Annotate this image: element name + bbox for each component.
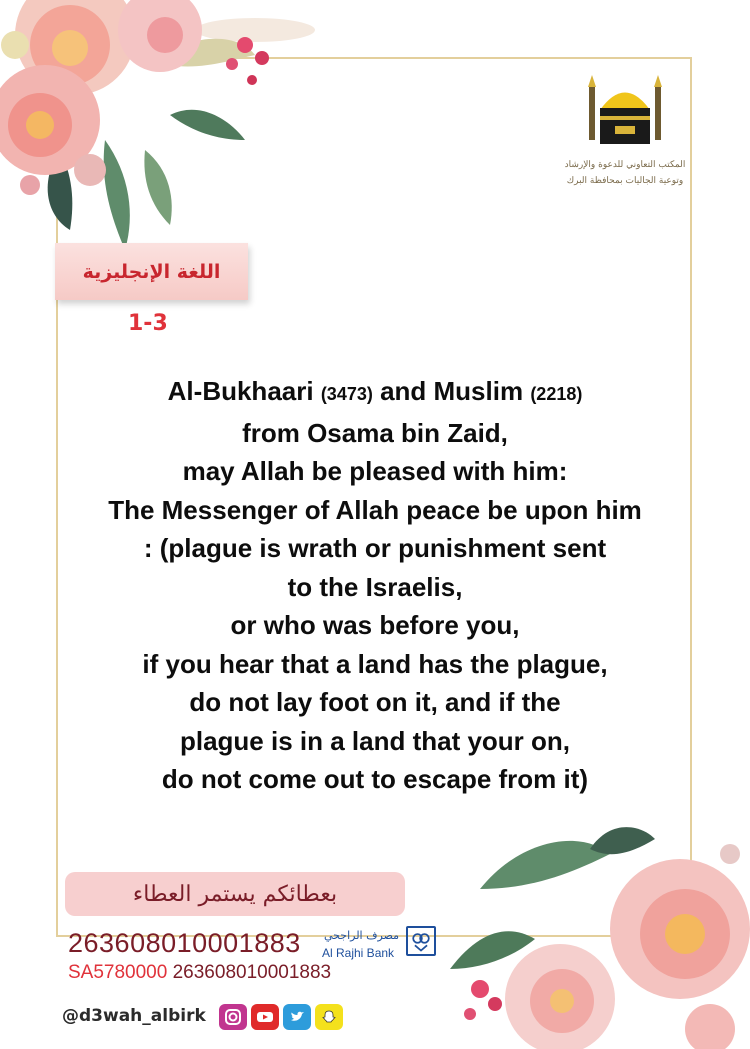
hadith-line-3: may Allah be pleased with him: — [182, 456, 568, 486]
bank-name-arabic: مصرف الراجحي — [324, 929, 400, 942]
hadith-line-7: or who was before you, — [230, 610, 520, 640]
hadith-line-11: do not come out to escape from it) — [161, 764, 589, 794]
hadith-line-1 — [60, 372, 690, 414]
iban — [68, 962, 331, 984]
office-name-line-2: وتوعية الجاليات بمحافظة البرك — [566, 176, 684, 186]
snapchat-icon[interactable] — [315, 1004, 343, 1030]
hadith-text — [60, 372, 690, 799]
hadith-line-5: : (plague is wrath or punishment sent — [143, 533, 607, 563]
hadith-ref-muslim: (2218) — [530, 384, 583, 404]
twitter-icon[interactable] — [283, 1004, 311, 1030]
floral-bottom-right-decoration — [440, 819, 750, 1049]
iban-number: 263608010001883 — [172, 962, 332, 983]
hadith-line-4: The Messenger of Allah peace be upon him — [108, 494, 642, 525]
hadith-line-9: do not lay foot on it, and if the — [189, 687, 561, 717]
hadith-source-bukhari: Al-Bukhaari — [167, 376, 321, 406]
social-icons — [219, 1004, 343, 1030]
hadith-line-8: if you hear that a land has the plague, — [142, 648, 608, 679]
hadith-ref-bukhari: (3473) — [320, 384, 373, 404]
office-name-line-1: المكتب التعاوني للدعوة والإرشاد — [564, 160, 686, 170]
hadith-line-10: plague is in a land that your on, — [179, 725, 571, 756]
al-rajhi-bank-logo-icon — [406, 926, 436, 956]
iban-prefix: SA5780000 — [68, 962, 168, 983]
social-handle[interactable]: @d3wah_albirk — [62, 1006, 206, 1026]
account-number: 263608010001883 — [68, 928, 301, 958]
language-tag: اللغة الإنجليزية — [55, 243, 248, 300]
bank-name-english: Al Rajhi Bank — [322, 946, 395, 960]
youtube-icon[interactable] — [251, 1004, 279, 1030]
hadith-line-6: to the Israelis, — [287, 571, 463, 602]
part-number: 1-3 — [128, 311, 168, 336]
instagram-icon[interactable] — [219, 1004, 247, 1030]
hadith-line-2: from Osama bin Zaid, — [242, 417, 508, 448]
hadith-source-muslim: and Muslim — [372, 376, 531, 406]
floral-top-left-decoration — [0, 0, 320, 270]
donation-banner: بعطائكم يستمر العطاء — [65, 872, 405, 916]
